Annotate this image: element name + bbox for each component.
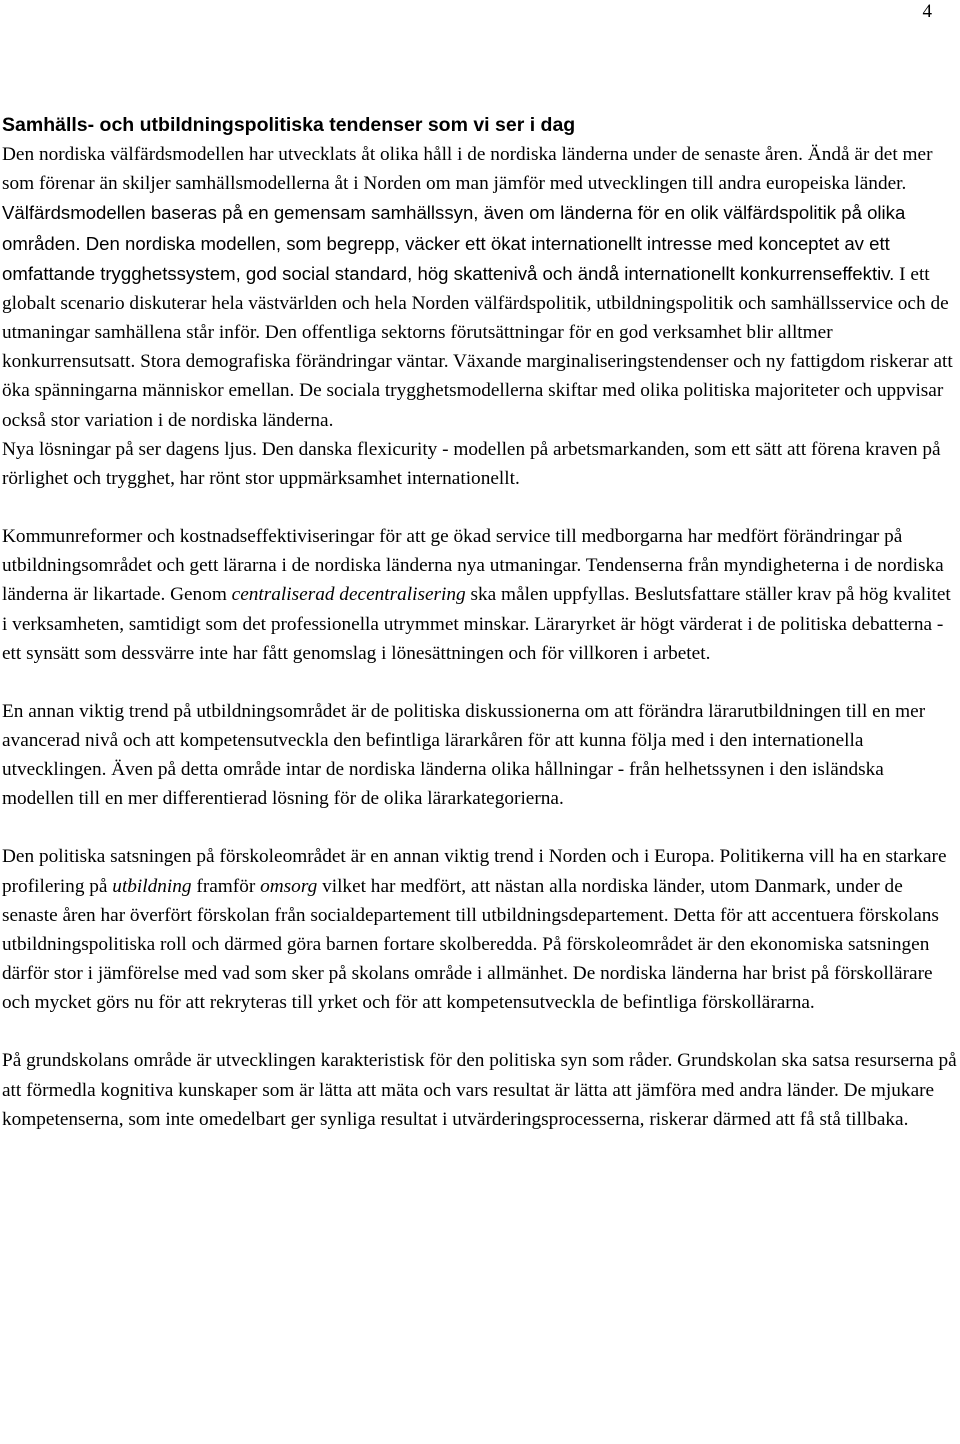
paragraph-preschool-part-2: framför	[191, 875, 261, 897]
paragraph-gap	[2, 668, 958, 697]
emphasis-omsorg: omsorg	[260, 875, 318, 897]
paragraph-intro-part-2: Välfärdsmodellen baseras på en gemensam samhällssyn, även om länderna för en olik välfärdspolitik på olika områden. Den nordiska modellen, som begrepp, väcker ett ökat internationellt intresse med konceptet av ett omfattande trygghetssystem, god social standard, hög skattenivå och ändå internationellt konkurrenseffektiv.	[2, 202, 906, 284]
document-body	[2, 111, 958, 1134]
paragraph-intro-part-3: I ett globalt scenario diskuterar hela västvärlden och hela Norden välfärdspolitik, utbildningspolitik och samhällsservice och de utmaningar samhällena står inför. Den offentliga sektorns förutsättningar för en god verksamhet blir alltmer konkurrensutsatt. Stora demografiska förändringar väntar. Växande marginaliseringstendenser och ny fattigdom riskerar att öka spänningarna människor emellan. De sociala trygghetsmodellerna skiftar med olika politiska majoriteter och uppvisar också stor variation i de nordiska länderna.	[2, 263, 953, 431]
paragraph-municipal-reforms	[2, 522, 958, 668]
page-number: 4	[922, 1, 932, 22]
paragraph-compulsory-school: På grundskolans område är utvecklingen karakteristisk för den politiska syn som råder. Grundskolan ska satsa resurserna på att förmedla kognitiva kunskaper som är lätta att mäta och vars resultat är lätta att jämföra med andra länder. De mjukare kompetenserna, som inte omedelbart ger synliga resultat i utvärderingsprocesserna, riskerar därmed att få stå tillbaka.	[2, 1050, 957, 1130]
emphasis-utbildning: utbildning	[112, 875, 192, 897]
paragraph-intro-part-1: Den nordiska välfärdsmodellen har utvecklats åt olika håll i de nordiska länderna under de senaste åren. Ändå är det mer som förenar än skiljer samhällsmodellerna åt i Norden om man jämför med utvecklingen till andra europeiska länder.	[2, 144, 933, 195]
paragraph-gap	[2, 1017, 958, 1046]
paragraph-preschool-part-1: Den politiska satsningen på förskoleområdet är en annan viktig trend i Norden och i Europa. Politikerna vill ha en starkare profilering på	[2, 846, 947, 897]
paragraph-municipal-reforms-part-1: Kommunreformer och kostnadseffektiviseringar för att ge ökad service till medborgarna har medfört förändringar på utbildningsområdet och gett lärarna i de nordiska länderna nya utmaningar. Tendenserna från myndigheterna i de nordiska länderna är likartade. Genom	[2, 526, 944, 606]
emphasis-centraliserad-decentralisering: centraliserad decentralisering	[231, 584, 466, 606]
paragraph-intro	[2, 140, 958, 435]
paragraph-municipal-reforms-part-2: ska målen uppfyllas. Beslutsfattare ställer krav på hög kvalitet i verksamheten, samtidigt som det professionella utrymmet minskar. Läraryrket är högt värderat i de politiska debatterna - ett synsätt som dessvärre inte har fått genomslag i lönesättningen och för villkoren i arbetet.	[2, 584, 951, 664]
paragraph-teacher-education: En annan viktig trend på utbildningsområdet är de politiska diskussionerna om att förändra lärarutbildningen till en mer avancerad nivå och att kompetensutveckla den befintliga lärarkåren för att kunna följa med i den internationella utvecklingen. Även på detta område intar de nordiska länderna olika hållningar - från helhetssynen i den isländska modellen till en mer differentierad lösning för de olika lärarkategorierna.	[2, 700, 926, 810]
paragraph-preschool-part-3: vilket har medfört, att nästan alla nordiska länder, utom Danmark, under de senaste åren har överfört förskolan från socialdepartement till utbildningsdepartement. Detta för att accentuera förskolans utbildningspolitiska roll och därmed göra barnen fortare skolberedda. På förskoleområdet är den ekonomiska satsningen därför stor i jämförelse med vad som sker på skolans område i allmänhet. De nordiska länderna har brist på förskollärare och mycket görs nu för att rekryteras till yrket och för att kompetensutveckla de befintliga förskollärarna.	[2, 875, 939, 1014]
section-heading: Samhälls- och utbildningspolitiska tendenser som vi ser i dag	[2, 114, 576, 136]
paragraph-gap	[2, 493, 958, 522]
paragraph-preschool	[2, 842, 958, 1017]
paragraph-new-solutions: Nya lösningar på ser dagens ljus. Den danska flexicurity - modellen på arbetsmarkanden, som ett sätt att förena kraven på rörlighet och trygghet, har rönt stor uppmärksamhet internationellt.	[2, 438, 941, 489]
paragraph-gap	[2, 813, 958, 842]
